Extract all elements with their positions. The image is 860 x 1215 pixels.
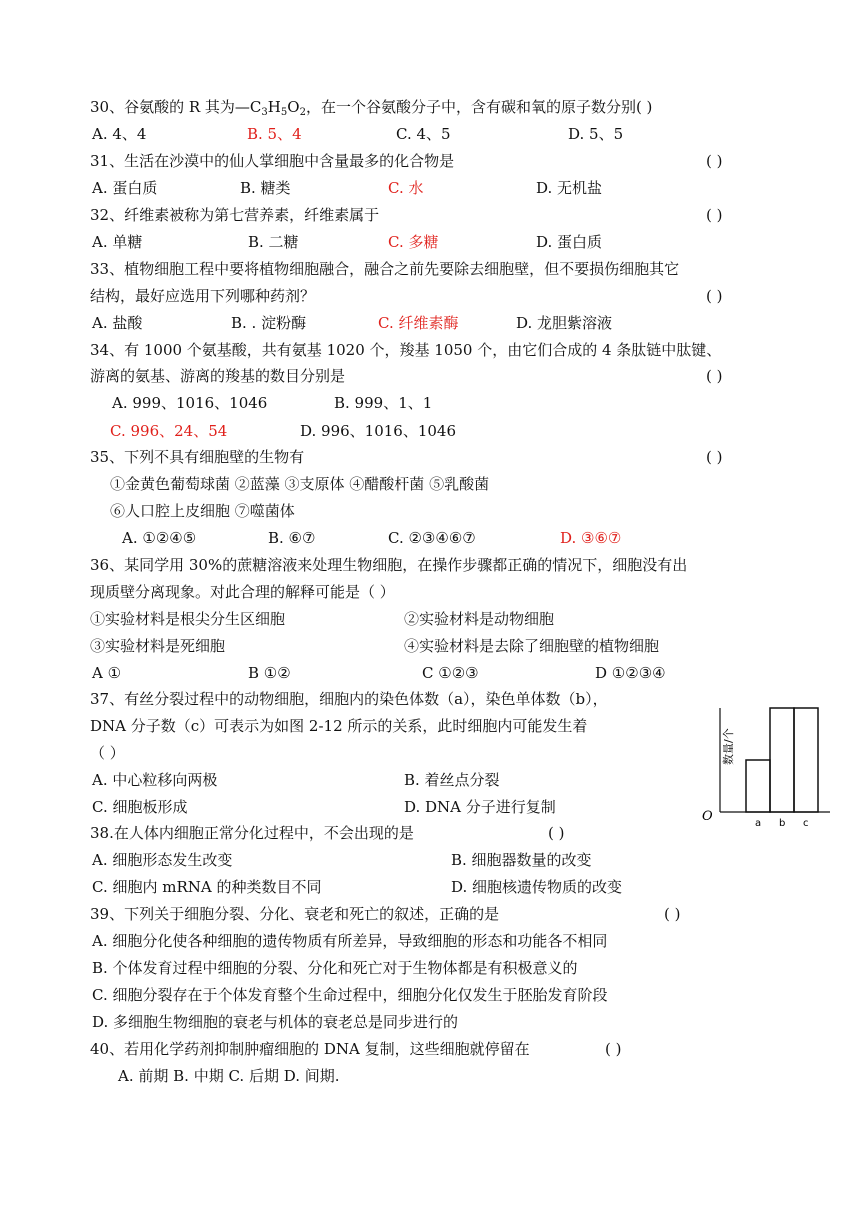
q36-option-d: D ①②③④ <box>595 664 666 682</box>
q34-stem-line1: 34、有 1000 个氨基酸，共有氨基 1020 个，羧基 1050 个，由它们合成的 4 条肽链中肽键、 <box>90 341 722 359</box>
q30-stem: 30、谷氨酸的 R 其为$—C_3H_5O_2$，在一个谷氨酸分子中，含有碳和氧的原子数分别( ) <box>90 98 653 118</box>
q38-stem: 38.在人体内细胞正常分化过程中，不会出现的是 <box>90 824 414 842</box>
q35-bracket: ( ) <box>706 448 723 466</box>
q32-option-c: C. 多糖 <box>388 233 439 251</box>
q39-bracket: ( ) <box>664 905 681 923</box>
chart-bar-b <box>770 708 794 812</box>
q36-statement-3: ③实验材料是死细胞 <box>90 637 226 655</box>
chart-tick-label-b: b <box>779 818 786 829</box>
chart-tick-label-a: a <box>755 818 762 829</box>
q38-option-a: A. 细胞形态发生改变 <box>92 851 233 869</box>
q34-option-a: A. 999、1016、1046 <box>112 394 268 412</box>
q31-option-b: B. 糖类 <box>240 179 291 197</box>
q36-option-b: B ①② <box>248 664 291 682</box>
q35-option-a: A. ①②④⑤ <box>122 529 197 547</box>
q39-option-b: B. 个体发育过程中细胞的分裂、分化和死亡对于生物体都是有积极意义的 <box>92 959 578 977</box>
q37-bracket: （ ） <box>90 744 125 762</box>
q34-option-b: B. 999、1、1 <box>334 394 433 412</box>
q35-items-line2: ⑥人口腔上皮细胞 ⑦噬菌体 <box>110 502 295 520</box>
q36-stem-line1: 36、某同学用 30%的蔗糖溶液来处理生物细胞，在操作步骤都正确的情况下，细胞没有出 <box>90 556 688 574</box>
q40-options: A. 前期 B. 中期 C. 后期 D. 间期. <box>118 1067 340 1085</box>
q37-option-c: C. 细胞板形成 <box>92 798 188 816</box>
chart-y-label: 数量/个 <box>722 728 735 765</box>
q33-bracket: ( ) <box>706 287 723 305</box>
q32-option-d: D. 蛋白质 <box>536 233 603 251</box>
q32-stem: 32、纤维素被称为第七营养素，纤维素属于 <box>90 206 380 224</box>
q31-option-c: C. 水 <box>388 179 424 197</box>
q35-option-c: C. ②③④⑥⑦ <box>388 529 476 547</box>
q38-option-d: D. 细胞核遗传物质的改变 <box>451 878 623 896</box>
q31-option-d: D. 无机盐 <box>536 179 603 197</box>
q39-option-d: D. 多细胞生物细胞的衰老与机体的衰老总是同步进行的 <box>92 1013 459 1031</box>
q36-statement-2: ②实验材料是动物细胞 <box>404 610 555 628</box>
q40-stem: 40、若用化学药剂抑制肿瘤细胞的 DNA 复制，这些细胞就停留在 <box>90 1040 530 1058</box>
q35-option-d: D. ③⑥⑦ <box>560 529 622 547</box>
q32-option-a: A. 单糖 <box>92 233 143 251</box>
q38-option-b: B. 细胞器数量的改变 <box>451 851 592 869</box>
q30-option-c: C. 4、5 <box>396 125 451 143</box>
q30-option-a: A. 4、4 <box>92 125 147 143</box>
q34-bracket: ( ) <box>706 367 723 385</box>
q36-statement-4: ④实验材料是去除了细胞壁的植物细胞 <box>404 637 660 655</box>
chart-bars <box>746 708 818 829</box>
q30-option-b: B. 5、4 <box>247 125 302 143</box>
q34-option-d: D. 996、1016、1046 <box>300 422 457 440</box>
q30-option-d: D. 5、5 <box>568 125 624 143</box>
q34-option-c: C. 996、24、54 <box>110 422 228 440</box>
chart-origin-label: O <box>702 809 713 824</box>
q35-option-b: B. ⑥⑦ <box>268 529 316 547</box>
q31-option-a: A. 蛋白质 <box>92 179 158 197</box>
q37-stem-line2: DNA 分子数（c）可表示为如图 2-12 所示的关系，此时细胞内可能发生着 <box>90 717 588 735</box>
q33-stem-line1: 33、植物细胞工程中要将植物细胞融合，融合之前先要除去细胞壁，但不要损伤细胞其它 <box>90 260 680 278</box>
q38-option-c: C. 细胞内 mRNA 的种类数目不同 <box>92 878 322 896</box>
q31-bracket: ( ) <box>706 152 723 170</box>
q33-option-b: B. . 淀粉酶 <box>231 314 307 332</box>
q35-stem: 35、下列不具有细胞壁的生物有 <box>90 448 305 466</box>
q32-option-b: B. 二糖 <box>248 233 299 251</box>
q37-option-a: A. 中心粒移向两极 <box>92 771 218 789</box>
q33-option-a: A. 盐酸 <box>92 314 143 332</box>
chart-bar-a <box>746 760 770 812</box>
q33-stem-line2: 结构，最好应选用下列哪种药剂？ <box>90 287 316 305</box>
q34-stem-line2: 游离的氨基、游离的羧基的数目分别是 <box>90 367 346 385</box>
q36-option-c: C ①②③ <box>422 664 479 682</box>
q37-option-d: D. DNA 分子进行复制 <box>404 798 556 816</box>
q39-option-c: C. 细胞分裂存在于个体发育整个生命过程中，细胞分化仅发生于胚胎发育阶段 <box>92 986 608 1004</box>
q36-stem-line2: 现质壁分离现象。对此合理的解释可能是（ ） <box>90 583 395 601</box>
q38-bracket: ( ) <box>548 824 565 842</box>
q36-option-a: A ① <box>92 664 122 682</box>
q35-items-line1: ①金黄色葡萄球菌 ②蓝藻 ③支原体 ④醋酸杆菌 ⑤乳酸菌 <box>110 475 490 493</box>
q39-stem: 39、下列关于细胞分裂、分化、衰老和死亡的叙述，正确的是 <box>90 905 500 923</box>
q32-bracket: ( ) <box>706 206 723 224</box>
figure-bar-chart <box>690 690 840 830</box>
q31-stem: 31、生活在沙漠中的仙人掌细胞中含量最多的化合物是 <box>90 152 455 170</box>
q36-statement-1: ①实验材料是根尖分生区细胞 <box>90 610 286 628</box>
q37-stem-line1: 37、有丝分裂过程中的动物细胞，细胞内的染色体数（a），染色单体数（b）， <box>90 690 608 708</box>
q37-option-b: B. 着丝点分裂 <box>404 771 500 789</box>
chart-tick-label-c: c <box>803 818 809 829</box>
q40-bracket: ( ) <box>605 1040 622 1058</box>
chart-bar-c <box>794 708 818 812</box>
q39-option-a: A. 细胞分化使各种细胞的遗传物质有所差异，导致细胞的形态和功能各不相同 <box>92 932 608 950</box>
q33-option-d: D. 龙胆紫溶液 <box>516 314 613 332</box>
q33-option-c: C. 纤维素酶 <box>378 314 459 332</box>
